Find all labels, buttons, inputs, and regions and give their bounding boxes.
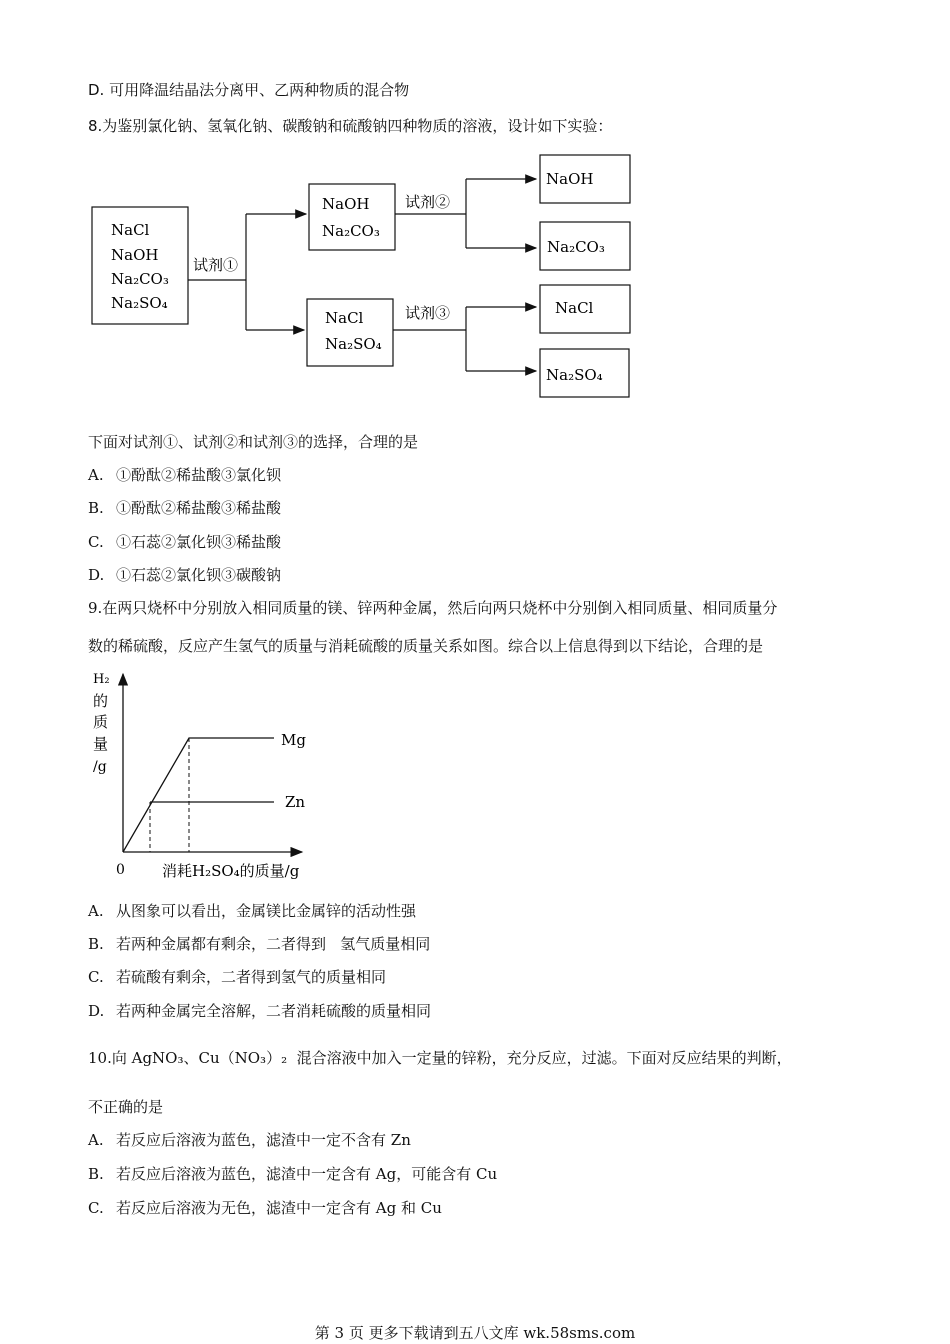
q10-option-a: A. 若反应后溶液为蓝色，滤渣中一定不含有 Zn [88,1131,411,1149]
series-mg-label: Mg [281,731,306,749]
q8-stem: 8.为鉴别氯化钠、氢氧化钠、碳酸钠和硫酸钠四种物质的溶液，设计如下实验： [88,117,613,135]
result-item: Na₂SO₄ [546,366,603,384]
q8-option-d: D. ①石蕊②氯化钡③碳酸钠 [88,566,282,584]
start-item: NaCl [111,221,150,239]
q10-option-b: B. 若反应后溶液为蓝色，滤渣中一定含有 Ag，可能含有 Cu [88,1165,498,1183]
q10-stem-line2: 不正确的是 [88,1098,164,1116]
q8-question: 下面对试剂①、试剂②和试剂③的选择，合理的是 [88,433,419,451]
y-label: /g [93,759,107,775]
y-label: 质 [93,713,109,731]
q7-option-d: D. 可用降温结晶法分离甲、乙两种物质的混合物 [88,81,410,99]
result-item: NaOH [546,170,594,188]
q9-stem-line1: 9.在两只烧杯中分别放入相同质量的镁、锌两种金属，然后向两只烧杯中分别倒入相同质量、相同质量分 [88,599,778,617]
q9-option-d: D. 若两种金属完全溶解，二者消耗硫酸的质量相同 [88,1002,432,1020]
reagent2-label: 试剂② [405,193,451,211]
lower-item: NaCl [325,309,364,327]
q8-option-c: C. ①石蕊②氯化钡③稀盐酸 [88,533,282,551]
series-zn-label: Zn [285,793,306,811]
q9-graph [80,665,320,885]
upper-item: NaOH [322,195,370,213]
q8-option-b: B. ①酚酞②稀盐酸③稀盐酸 [88,499,282,517]
page-footer: 第 3 页 更多下载请到五八文库 wk.58sms.com [314,1324,636,1342]
q9-option-a: A. 从图象可以看出，金属镁比金属锌的活动性强 [88,902,417,920]
start-item: NaOH [111,246,159,264]
q8-option-a: A. ①酚酞②稀盐酸③氯化钡 [88,466,282,484]
result-item: Na₂CO₃ [547,238,605,256]
y-label: 量 [93,735,109,753]
start-item: Na₂SO₄ [111,294,168,312]
start-item: Na₂CO₃ [111,270,169,288]
y-label: 的 [93,692,109,710]
q10-stem-line1: 10.向 AgNO₃、Cu（NO₃）₂ 混合溶液中加入一定量的锌粉，充分反应，过滤。下面对反应结果的判断， [88,1049,792,1067]
result-item: NaCl [555,299,594,317]
series-mg-line [123,738,274,852]
origin-label: 0 [116,862,125,878]
q9-stem-line2: 数的稀硫酸，反应产生氢气的质量与消耗硫酸的质量关系如图。综合以上信息得到以下结论，合理的是 [88,637,764,655]
q9-option-b: B. 若两种金属都有剩余，二者得到 氢气质量相同 [88,935,431,953]
reagent1-label: 试剂① [193,256,239,274]
q10-option-c: C. 若反应后溶液为无色，滤渣中一定含有 Ag 和 Cu [88,1199,442,1217]
upper-group-box [309,184,395,250]
y-label: H₂ [93,672,110,687]
reagent3-label: 试剂③ [405,304,451,322]
x-axis-label: 消耗H₂SO₄的质量/g [162,862,300,880]
q8-flow-diagram [0,140,700,410]
upper-item: Na₂CO₃ [322,222,380,240]
lower-item: Na₂SO₄ [325,335,382,353]
q9-option-c: C. 若硫酸有剩余，二者得到氢气的质量相同 [88,968,387,986]
